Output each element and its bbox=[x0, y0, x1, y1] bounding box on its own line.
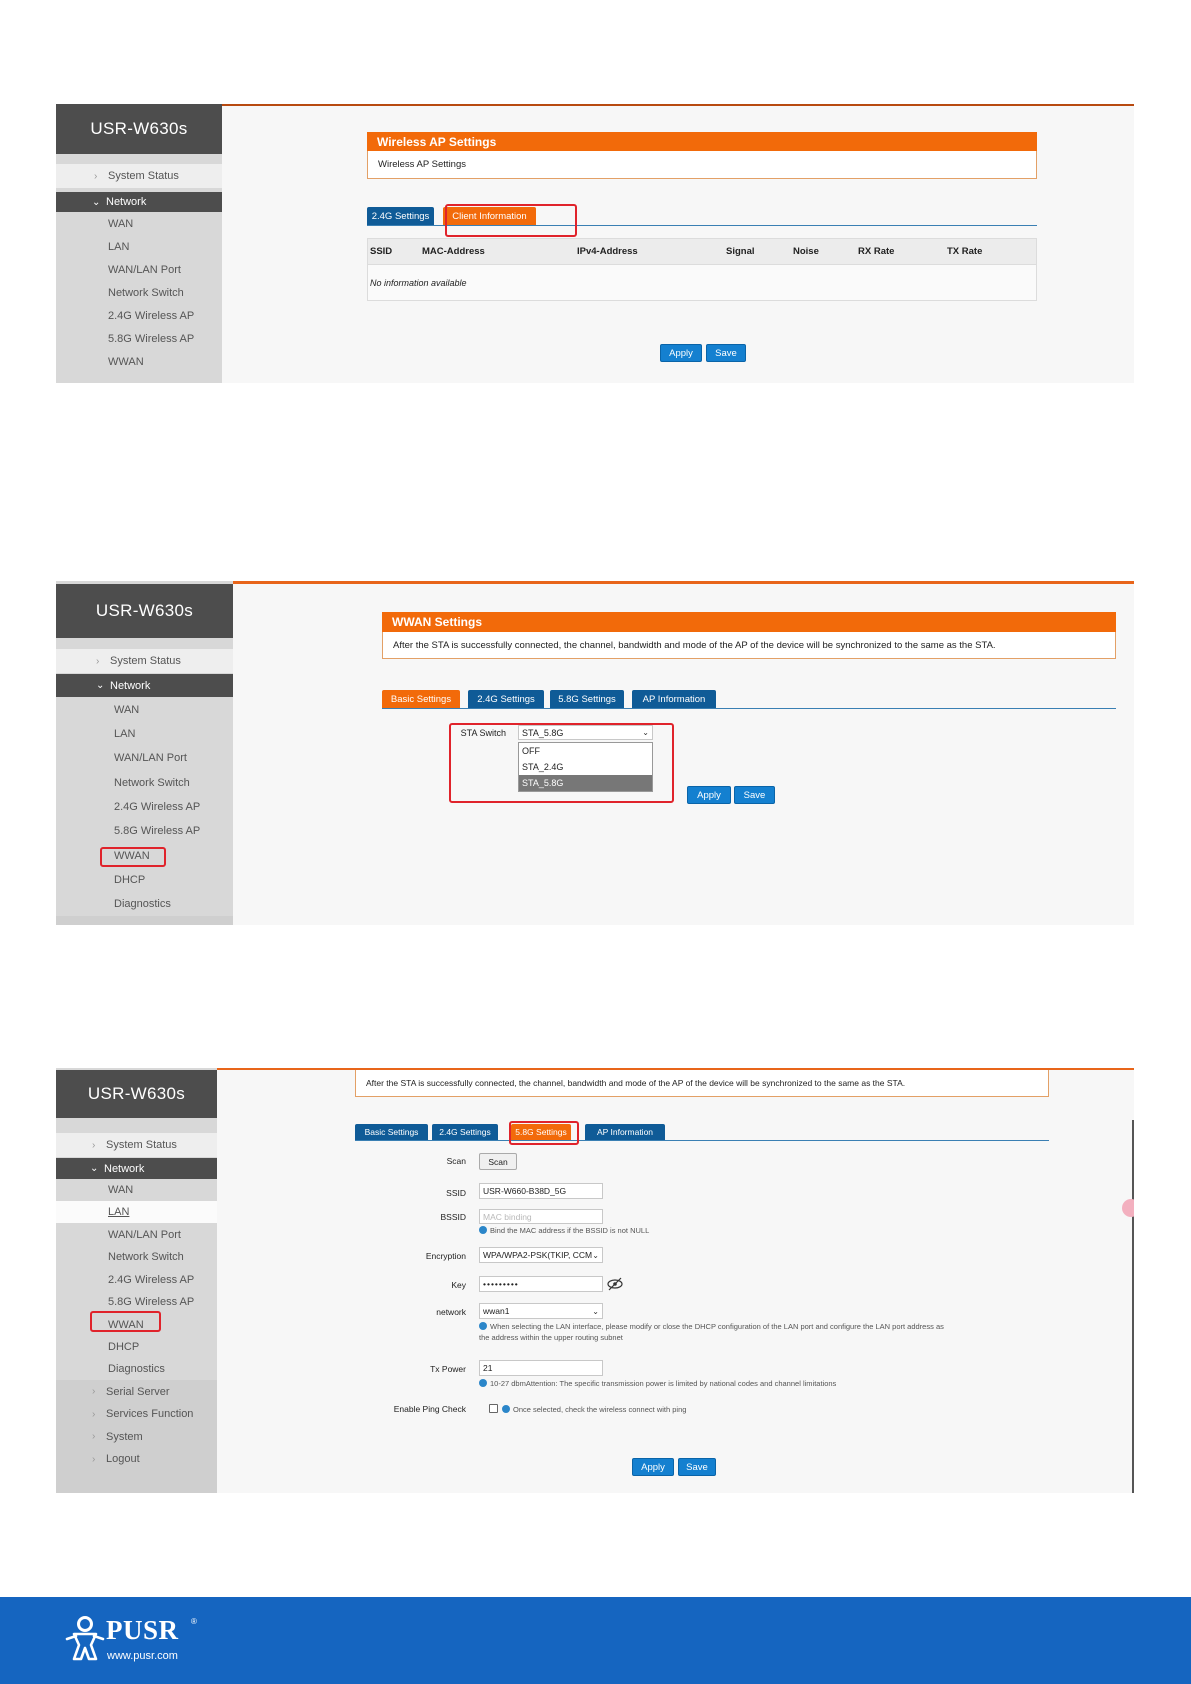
sidebar-item-label: WAN bbox=[114, 704, 140, 716]
tab-58g-settings[interactable]: 5.8G Settings bbox=[511, 1124, 571, 1140]
sta-switch-select[interactable] bbox=[518, 725, 653, 740]
sidebar-item-wan[interactable] bbox=[56, 1179, 217, 1201]
sidebar bbox=[56, 581, 233, 925]
key-input[interactable]: ••••••••• bbox=[479, 1276, 603, 1292]
sidebar-item-58g-wireless-ap[interactable] bbox=[56, 819, 233, 843]
chevron-down-icon: ⌄ bbox=[592, 1250, 599, 1260]
apply-button[interactable]: Apply bbox=[632, 1458, 674, 1476]
chevron-right-icon: › bbox=[92, 1431, 96, 1442]
sidebar-item-label: Network Switch bbox=[108, 286, 184, 299]
col-mac-address: MAC-Address bbox=[422, 246, 485, 257]
chevron-right-icon: › bbox=[92, 1453, 96, 1465]
sidebar-item-label: Network bbox=[110, 679, 151, 692]
network-label: network bbox=[436, 1307, 466, 1317]
save-button[interactable]: Save bbox=[678, 1458, 716, 1476]
network-value: wwan1 bbox=[483, 1306, 510, 1316]
chevron-down-icon: ⌄ bbox=[90, 1163, 99, 1174]
sidebar-item-label: Network Switch bbox=[108, 1251, 184, 1263]
sidebar-item-label: System Status bbox=[110, 655, 181, 667]
floating-bubble[interactable] bbox=[1122, 1199, 1134, 1217]
sidebar-item-58g-wireless-ap[interactable] bbox=[56, 327, 222, 350]
bssid-hint bbox=[479, 1225, 979, 1236]
brand-title: USR-W630s bbox=[56, 1070, 217, 1118]
network-hint-line-2: the address within the upper routing subnet bbox=[479, 1333, 623, 1342]
chevron-down-icon: ⌄ bbox=[642, 728, 649, 737]
sidebar-item-24g-wireless-ap[interactable] bbox=[56, 304, 222, 327]
eye-slash-icon[interactable] bbox=[606, 1277, 624, 1291]
col-ssid: SSID bbox=[370, 246, 393, 257]
sta-switch-label: STA Switch bbox=[460, 728, 506, 738]
ping-check-hint bbox=[502, 1404, 802, 1415]
network-select[interactable] bbox=[479, 1303, 603, 1319]
screenshot-wwan-58g-settings bbox=[56, 1068, 1134, 1493]
sidebar-item-label: WAN/LAN Port bbox=[108, 1228, 181, 1241]
tab-underline bbox=[382, 708, 1116, 709]
panel-description: After the STA is successfully connected, the channel, bandwidth and mode of the AP of the device will be synchronized to the same as the STA. bbox=[355, 1070, 1049, 1097]
sidebar-item-logout[interactable] bbox=[56, 1448, 217, 1470]
sidebar-item-system-status[interactable] bbox=[56, 1133, 217, 1157]
sidebar-item-dhcp[interactable] bbox=[56, 868, 233, 892]
sidebar-item-network-switch[interactable] bbox=[56, 281, 222, 304]
sidebar-item-wan[interactable] bbox=[56, 698, 233, 722]
sidebar-item-label: Network bbox=[106, 196, 147, 208]
sidebar bbox=[56, 1068, 217, 1493]
sidebar-item-label: LAN bbox=[114, 728, 136, 740]
sidebar-item-lan[interactable] bbox=[56, 722, 233, 746]
sidebar-item-label: WAN bbox=[108, 1184, 134, 1196]
sidebar-item-24g-wireless-ap[interactable] bbox=[56, 1268, 217, 1291]
chevron-right-icon: › bbox=[96, 655, 100, 667]
tx-power-hint-text: 10-27 dbmAttention: The specific transmission power is limited by national codes and channel limitations bbox=[490, 1379, 837, 1388]
sidebar-item-wwan[interactable] bbox=[56, 350, 222, 373]
sidebar-item-label: WWAN bbox=[114, 850, 150, 862]
tab-client-information[interactable]: Client Information bbox=[443, 207, 536, 225]
tab-underline bbox=[355, 1140, 1049, 1141]
sidebar-item-label: System Status bbox=[106, 1139, 177, 1151]
table-empty-row: No information available bbox=[367, 265, 1037, 301]
col-rx-rate: RX Rate bbox=[858, 246, 895, 257]
panel-title: Wireless AP Settings bbox=[367, 132, 1037, 151]
sidebar-item-system[interactable] bbox=[56, 1425, 217, 1448]
sidebar-item-label: WWAN bbox=[108, 355, 144, 368]
apply-button[interactable]: Apply bbox=[660, 344, 702, 362]
tab-24g-settings[interactable]: 2.4G Settings bbox=[432, 1124, 498, 1140]
sidebar-item-lan[interactable] bbox=[56, 1201, 217, 1223]
panel-description: After the STA is successfully connected, the channel, bandwidth and mode of the AP of the device will be synchronized to the same as the STA. bbox=[382, 632, 1116, 659]
screenshot-wwan-basic-settings bbox=[56, 581, 1134, 925]
sidebar-item-58g-wireless-ap[interactable] bbox=[56, 1291, 217, 1313]
option-sta-24g[interactable]: STA_2.4G bbox=[522, 762, 564, 772]
sidebar-item-label: 5.8G Wireless AP bbox=[108, 1296, 195, 1308]
col-ipv4-address: IPv4-Address bbox=[577, 246, 638, 257]
pusr-logo[interactable] bbox=[64, 1615, 199, 1665]
sidebar-item-wan-lan-port[interactable] bbox=[56, 1223, 217, 1246]
encryption-select[interactable] bbox=[479, 1247, 603, 1263]
tx-power-label: Tx Power bbox=[430, 1364, 466, 1374]
ping-check-label: Enable Ping Check bbox=[393, 1404, 466, 1414]
chevron-right-icon: › bbox=[92, 1408, 96, 1420]
sidebar-item-label: 5.8G Wireless AP bbox=[114, 825, 201, 837]
tab-ap-information[interactable]: AP Information bbox=[632, 690, 716, 708]
col-signal: Signal bbox=[726, 246, 755, 257]
encryption-value: WPA/WPA2-PSK(TKIP, CCM bbox=[483, 1250, 593, 1260]
ssid-label: SSID bbox=[446, 1188, 466, 1198]
sidebar-item-label: Diagnostics bbox=[108, 1363, 165, 1375]
brand-title: USR-W630s bbox=[56, 104, 222, 154]
panel-description: Wireless AP Settings bbox=[367, 151, 1037, 179]
sidebar-item-label: 5.8G Wireless AP bbox=[108, 332, 195, 345]
info-icon bbox=[502, 1405, 510, 1413]
sidebar-item-diagnostics[interactable] bbox=[56, 1358, 217, 1380]
sidebar-item-lan[interactable] bbox=[56, 235, 222, 258]
screenshot-wireless-ap-settings bbox=[56, 104, 1134, 383]
chevron-down-icon: ⌄ bbox=[96, 680, 105, 691]
info-icon bbox=[479, 1322, 487, 1330]
highlight-box-wwan bbox=[100, 847, 166, 867]
sidebar-item-network[interactable] bbox=[56, 1158, 217, 1179]
chevron-down-icon: ⌄ bbox=[92, 196, 101, 208]
sidebar-item-services-function[interactable] bbox=[56, 1403, 217, 1425]
scrollbar[interactable] bbox=[1132, 1120, 1134, 1493]
highlight-box-wwan bbox=[90, 1311, 161, 1332]
panel-title: WWAN Settings bbox=[382, 612, 1116, 632]
sidebar-item-network[interactable] bbox=[56, 674, 233, 697]
sidebar-item-wan-lan-port[interactable] bbox=[56, 258, 222, 281]
sidebar-item-network-switch[interactable] bbox=[56, 1246, 217, 1268]
sidebar-item-wan[interactable] bbox=[56, 212, 222, 235]
sidebar-item-label: System Status bbox=[108, 170, 179, 182]
sta-switch-options bbox=[518, 742, 653, 792]
registered-mark: ® bbox=[191, 1617, 197, 1626]
sidebar-item-label: Logout bbox=[106, 1453, 140, 1465]
sidebar-item-label: DHCP bbox=[114, 874, 146, 886]
tab-24g-settings[interactable]: 2.4G Settings bbox=[468, 690, 544, 708]
sidebar-item-serial-server[interactable] bbox=[56, 1380, 217, 1403]
scan-label: Scan bbox=[446, 1156, 466, 1166]
apply-button[interactable]: Apply bbox=[687, 786, 731, 804]
tab-58g-settings[interactable]: 5.8G Settings bbox=[550, 690, 624, 708]
brand-title: USR-W630s bbox=[56, 584, 233, 638]
sidebar-item-network[interactable] bbox=[56, 192, 222, 212]
table-header bbox=[367, 238, 1037, 265]
tx-power-input[interactable]: 21 bbox=[479, 1360, 603, 1376]
key-label: Key bbox=[451, 1280, 466, 1290]
ssid-input[interactable]: USR-W660-B38D_5G bbox=[479, 1183, 603, 1199]
sidebar-item-24g-wireless-ap[interactable] bbox=[56, 795, 233, 819]
footer-bar bbox=[0, 1597, 1191, 1684]
sidebar-filler bbox=[56, 1470, 217, 1493]
sidebar-item-diagnostics[interactable] bbox=[56, 892, 233, 916]
sidebar-item-wan-lan-port[interactable] bbox=[56, 746, 233, 770]
option-off[interactable]: OFF bbox=[522, 746, 540, 756]
sidebar-item-label: 2.4G Wireless AP bbox=[108, 1273, 195, 1286]
network-hint bbox=[479, 1321, 999, 1343]
scan-button[interactable]: Scan bbox=[479, 1153, 517, 1170]
tab-24g-settings[interactable]: 2.4G Settings bbox=[367, 207, 434, 225]
sidebar-item-label: 2.4G Wireless AP bbox=[114, 801, 201, 813]
sidebar-item-label: System bbox=[106, 1430, 143, 1443]
info-icon bbox=[479, 1379, 487, 1387]
tab-ap-information[interactable]: AP Information bbox=[585, 1124, 665, 1140]
sidebar-item-label: LAN bbox=[108, 1206, 130, 1218]
bssid-input[interactable]: MAC binding bbox=[479, 1209, 603, 1224]
sidebar-item-label: Diagnostics bbox=[114, 898, 171, 910]
highlight-box-58g bbox=[509, 1121, 579, 1145]
sidebar-item-label: 2.4G Wireless AP bbox=[108, 309, 195, 322]
sidebar-item-label: Serial Server bbox=[106, 1385, 170, 1398]
sidebar-item-label: WWAN bbox=[108, 1318, 144, 1331]
col-noise: Noise bbox=[793, 246, 819, 257]
person-logo-icon bbox=[64, 1615, 106, 1661]
sidebar-item-label: WAN bbox=[108, 217, 134, 230]
logo-text: PUSR bbox=[106, 1615, 179, 1645]
col-tx-rate: TX Rate bbox=[947, 246, 983, 257]
sidebar-item-dhcp[interactable] bbox=[56, 1336, 217, 1358]
sidebar-item-label: DHCP bbox=[108, 1341, 140, 1353]
sidebar-item-label: Services Function bbox=[106, 1408, 194, 1420]
network-hint-line-1: When selecting the LAN interface, please modify or close the DHCP configuration of the LAN port and configure the LAN port address as bbox=[490, 1322, 944, 1331]
sidebar-item-label: Network Switch bbox=[114, 777, 190, 789]
sidebar bbox=[56, 104, 222, 383]
chevron-right-icon: › bbox=[92, 1386, 96, 1397]
save-button[interactable]: Save bbox=[734, 786, 775, 804]
ping-check-checkbox[interactable] bbox=[489, 1404, 498, 1413]
highlight-box bbox=[445, 204, 577, 237]
website-link[interactable]: www.pusr.com bbox=[107, 1650, 178, 1662]
chevron-right-icon: › bbox=[92, 1139, 96, 1151]
chevron-right-icon: › bbox=[94, 170, 98, 182]
tx-power-hint bbox=[479, 1378, 999, 1389]
save-button[interactable]: Save bbox=[706, 344, 746, 362]
sidebar-item-collapsed bbox=[56, 916, 233, 925]
info-icon bbox=[479, 1226, 487, 1234]
sidebar-item-label: WAN/LAN Port bbox=[108, 263, 181, 276]
chevron-down-icon: ⌄ bbox=[592, 1306, 599, 1316]
tab-basic-settings[interactable]: Basic Settings bbox=[382, 690, 460, 708]
sidebar-item-label: WAN/LAN Port bbox=[114, 752, 187, 764]
sidebar-item-network-switch[interactable] bbox=[56, 771, 233, 795]
tab-basic-settings[interactable]: Basic Settings bbox=[355, 1124, 428, 1140]
bssid-hint-text: Bind the MAC address if the BSSID is not NULL bbox=[490, 1226, 650, 1235]
encryption-label: Encryption bbox=[425, 1251, 466, 1261]
sidebar-item-system-status[interactable] bbox=[56, 649, 233, 673]
sidebar-item-system-status[interactable] bbox=[56, 164, 222, 188]
sidebar-item-label: Network bbox=[104, 1162, 145, 1175]
bssid-label: BSSID bbox=[440, 1212, 466, 1222]
sidebar-item-label: LAN bbox=[108, 240, 130, 253]
option-sta-58g[interactable]: STA_5.8G bbox=[519, 775, 652, 791]
sta-switch-value: STA_5.8G bbox=[522, 727, 564, 738]
ping-check-hint-text: Once selected, check the wireless connect with ping bbox=[513, 1405, 687, 1414]
